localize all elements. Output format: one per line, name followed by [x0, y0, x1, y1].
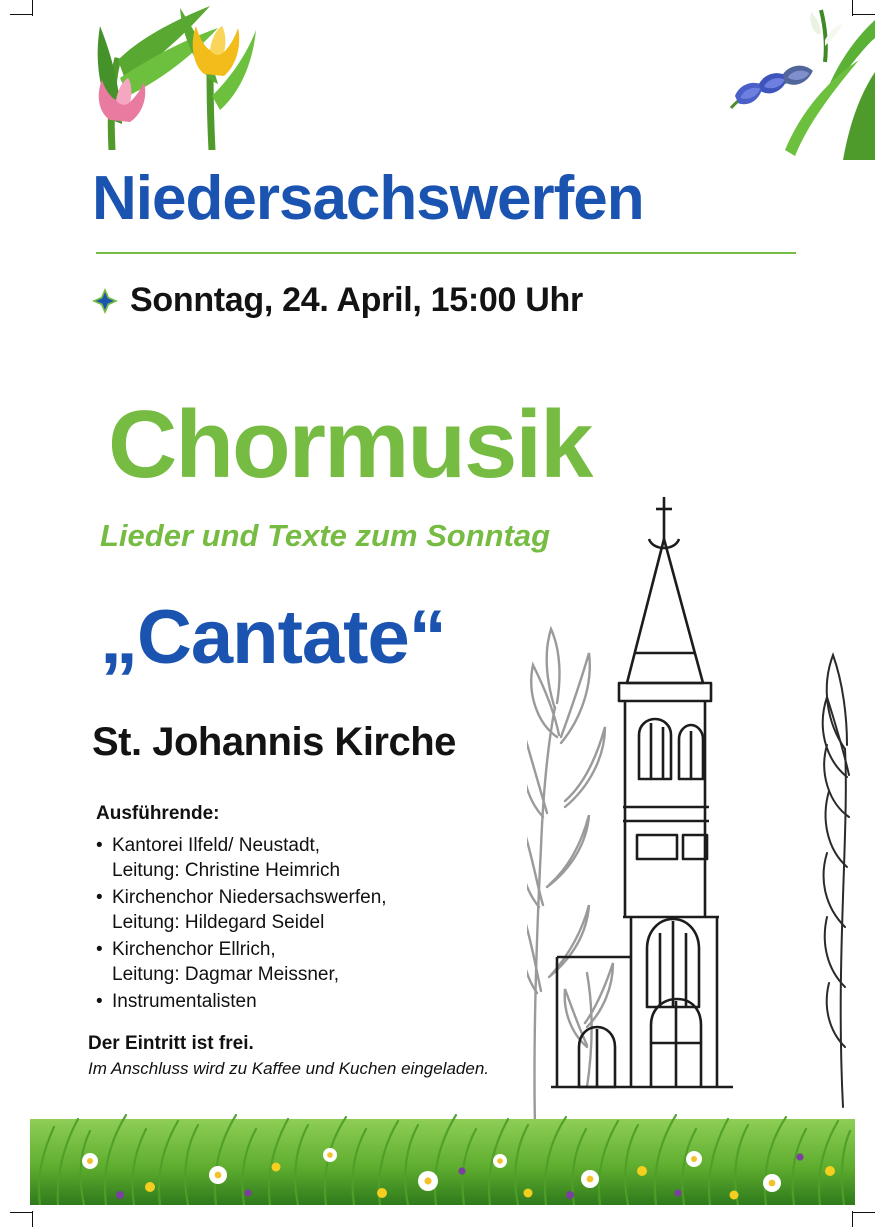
performer-name: Kirchenchor Niedersachswerfen, — [112, 887, 387, 909]
event-date-row — [92, 281, 583, 320]
performers-list — [96, 833, 516, 1017]
performers-heading: Ausführende: — [96, 803, 220, 824]
crop-mark — [32, 0, 33, 16]
crop-mark — [32, 1211, 33, 1227]
crop-mark — [852, 1211, 853, 1227]
list-item — [96, 885, 516, 935]
list-item — [96, 833, 516, 883]
event-headline: Chormusik — [108, 391, 592, 498]
performer-conductor: Leitung: Hildegard Seidel — [112, 912, 325, 934]
free-entry-note: Der Eintritt ist frei. — [88, 1033, 254, 1054]
tulip-flowers-icon — [60, 0, 290, 150]
performer-name: Kantorei Ilfeld/ Neustadt, — [112, 835, 321, 856]
performer-conductor: Leitung: Dagmar Meissner, — [112, 964, 340, 986]
bullet-icon: • — [96, 887, 103, 909]
list-item — [96, 989, 516, 1014]
afterwards-note: Im Anschluss wird zu Kaffee und Kuchen eingeladen. — [88, 1059, 490, 1078]
performer-name: Kirchenchor Ellrich, — [112, 939, 276, 961]
performer-name: Instrumentalisten — [112, 991, 257, 1013]
bullet-icon: • — [96, 835, 103, 856]
bullet-icon: • — [96, 991, 103, 1013]
cross-icon — [92, 288, 118, 314]
event-venue: St. Johannis Kirche — [92, 720, 456, 764]
performer-conductor: Leitung: Christine Heimrich — [112, 860, 341, 882]
grass-meadow-icon — [30, 1075, 855, 1205]
page-title: Niedersachswerfen — [92, 164, 644, 233]
event-program-title: „Cantate“ — [100, 595, 446, 680]
event-date: Sonntag, 24. April, 15:00 Uhr — [130, 281, 583, 319]
event-subheadline: Lieder und Texte zum Sonntag — [100, 518, 551, 553]
bluebell-flowers-icon — [725, 0, 875, 160]
bullet-icon: • — [96, 939, 103, 961]
divider — [96, 252, 796, 254]
crop-mark — [10, 14, 32, 15]
church-line-drawing-icon — [527, 487, 857, 1127]
crop-mark — [10, 1212, 32, 1213]
list-item — [96, 937, 516, 987]
crop-mark — [853, 1212, 875, 1213]
